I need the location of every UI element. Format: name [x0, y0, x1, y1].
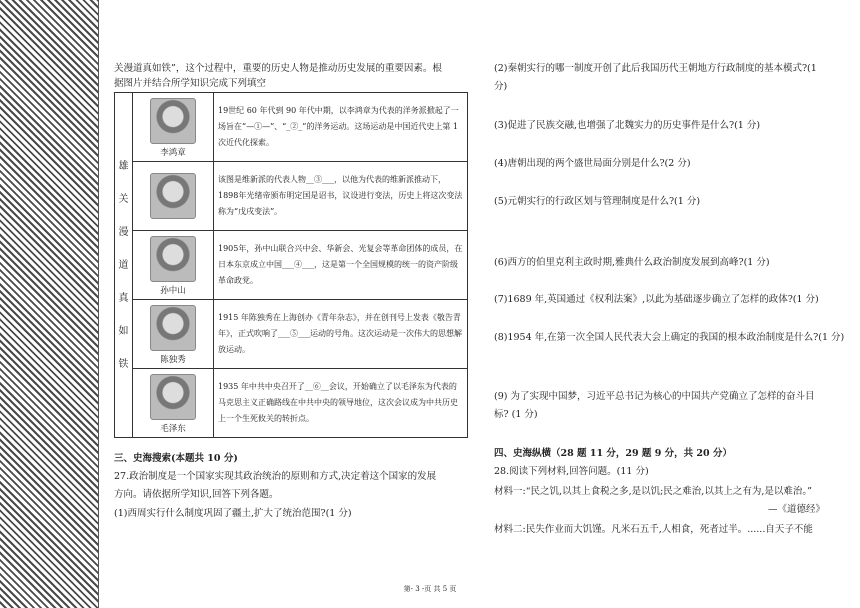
side-char: 真: [118, 292, 129, 304]
side-char: 如: [118, 325, 129, 337]
portrait-name: 李鸿章: [160, 148, 186, 158]
figure-description: 1915 年陈独秀在上海创办《青年杂志》，并在创刊号上发表《敬告青年》，正式吹响了___⑤___运动的号角。这次运动是一次伟大的思想解放运动。: [214, 300, 468, 369]
portrait-name: 孙中山: [160, 286, 186, 296]
portrait-name: 陈独秀: [160, 355, 186, 365]
q27-part-7: (7)1689 年,英国通过《权利法案》,以此为基础逐步确立了怎样的政体?(1 分): [494, 294, 819, 305]
side-char: 漫: [118, 226, 129, 238]
section-4-heading: 四、史海纵横（28 题 11 分，29 题 9 分，共 20 分）: [494, 448, 732, 459]
q27-line-2: 方向。请依据所学知识,回答下列各题。: [114, 489, 279, 500]
figure-description: 1905年，孙中山联合兴中会、华新会、光复会等革命团体的成员，在日本东京成立中国___④___，这是第一个全国规模的统一的资产阶级革命政党。: [214, 231, 468, 300]
portrait-photo: [150, 374, 196, 420]
portrait-cell: [133, 300, 214, 369]
intro-line-2: 据图片并结合所学知识完成下列填空: [114, 78, 267, 89]
q27-line-1: 27.政治制度是一个国家实现其政治统治的原则和方式,决定着这个国家的发展: [114, 471, 437, 482]
q27-part-2-line-1: (2)秦朝实行的哪一制度开创了此后我国历代王朝地方行政制度的基本模式?(1: [494, 63, 817, 74]
side-char: 道: [118, 259, 129, 271]
q27-part-8: (8)1954 年,在第一次全国人民代表大会上确定的我国的根本政治制度是什么?(1 分): [494, 332, 845, 343]
portrait-cell: [133, 369, 214, 438]
portrait-photo: [150, 305, 196, 351]
side-char: 铁: [118, 358, 129, 370]
section-3-heading: 三、史海搜索(本题共 10 分): [114, 453, 238, 464]
q27-part-1: (1)西周实行什么制度巩固了疆土,扩大了统治范围?(1 分): [114, 508, 352, 519]
q28-prompt: 28.阅读下列材料,回答问题。(11 分): [494, 466, 649, 477]
q27-part-9-line-1: (9) 为了实现中国梦，习近平总书记为核心的中国共产党确立了怎样的奋斗目: [494, 391, 815, 402]
material-1: 材料一:“民之饥,以其上食税之多,是以饥;民之难治,以其上之有为,是以难治。”: [494, 486, 812, 497]
q27-part-6: (6)西方的伯里克利主政时期,雅典什么政治制度发展到高峰?(1 分): [494, 257, 770, 268]
q27-part-2-line-2: 分): [494, 81, 508, 92]
portrait-cell: [133, 231, 214, 300]
hatched-margin: [0, 0, 99, 608]
figure-description: 该图是维新派的代表人物__③___，以他为代表的维新派推动下，1898年光绪帝颁布明定国是诏书，议设进行变法，历史上将这次变法称为“戊戌变法”。: [214, 162, 468, 231]
portrait-cell: [133, 162, 214, 231]
side-char: 雄: [118, 160, 129, 172]
q27-part-9-line-2: 标? (1 分): [494, 409, 538, 420]
portrait-photo: [150, 98, 196, 144]
portrait-photo: [150, 236, 196, 282]
material-2: 材料二:民失作业而大饥馑。凡米石五千,人相食，死者过半。......自天子不能: [494, 524, 813, 535]
history-figures-table: [114, 92, 468, 438]
q27-part-3: (3)促进了民族交融,也增强了北魏实力的历史事件是什么?(1 分): [494, 120, 761, 131]
figure-description: 19世纪 60 年代到 90 年代中期，以李鸿章为代表的洋务派掀起了一场旨在“—①—”、“_②_”的洋务运动。这场运动是中国近代史上第 1 次近代化探索。: [214, 93, 468, 162]
q27-part-4: (4)唐朝出现的两个盛世局面分别是什么?(2 分): [494, 158, 691, 169]
side-char: 关: [118, 193, 129, 205]
portrait-name: 毛泽东: [160, 424, 186, 434]
material-1-source: —《道德经》: [768, 504, 826, 515]
figure-description: 1935 年中共中央召开了__⑥__会议，开始确立了以毛泽东为代表的马克思主义正确路线在中共中央的领导地位，这次会议成为中共历史上一个生死攸关的转折点。: [214, 369, 468, 438]
side-label: [115, 93, 133, 438]
q27-part-5: (5)元朝实行的行政区划与管理制度是什么?(1 分): [494, 196, 701, 207]
page-footer: 第- 3 -页 共 5 页: [403, 585, 457, 593]
intro-line-1: 关漫道真如铁”，这个过程中，重要的历史人物是推动历史发展的重要因素。根: [114, 63, 442, 74]
portrait-cell: [133, 93, 214, 162]
portrait-photo: [150, 173, 196, 219]
